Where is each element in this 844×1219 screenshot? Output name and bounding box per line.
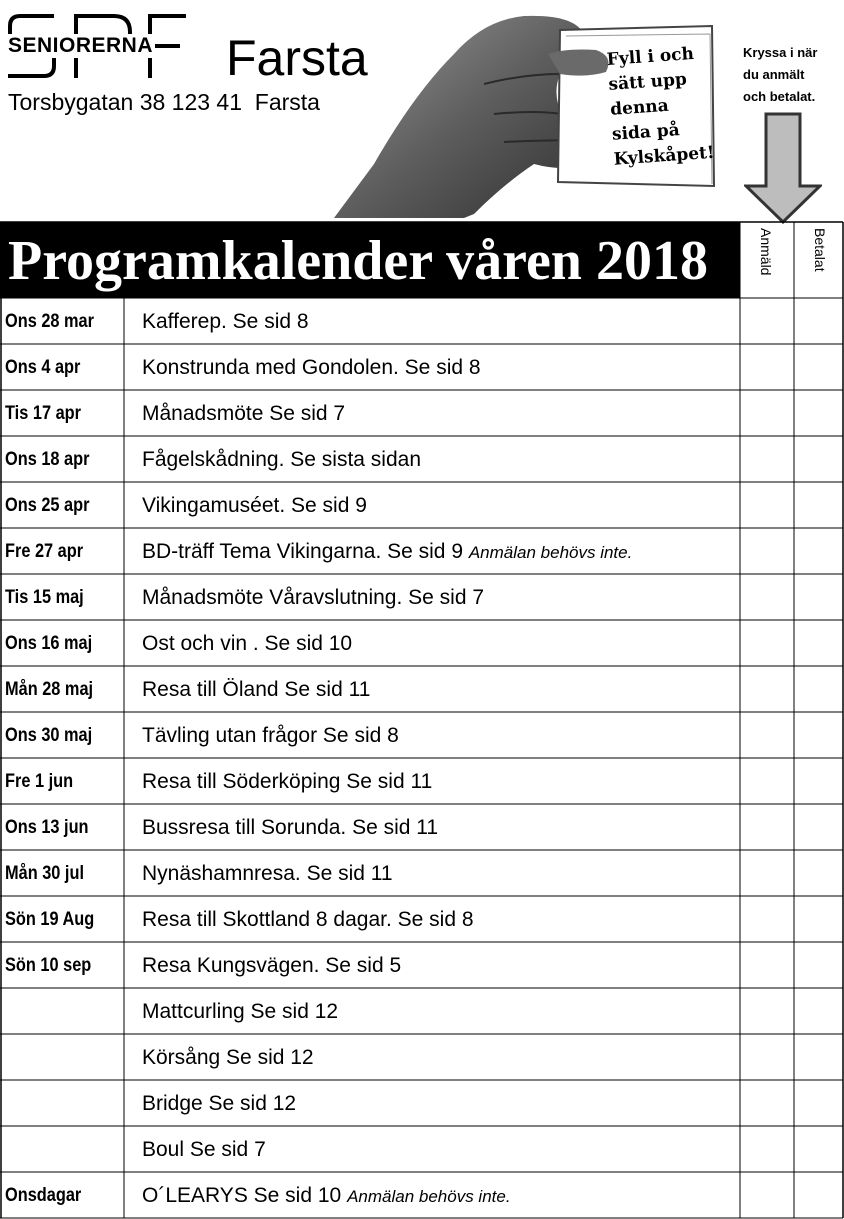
table-row — [0, 390, 844, 436]
event-text: Fågelskådning. Se sista sidan — [142, 448, 421, 471]
table-row — [0, 850, 844, 896]
paid-checkbox-cell[interactable] — [794, 712, 844, 758]
event-description — [142, 1137, 266, 1163]
paid-checkbox-cell[interactable] — [794, 758, 844, 804]
check-instruction — [743, 42, 843, 108]
registered-checkbox-cell[interactable] — [740, 528, 794, 574]
note-line: sätt upp — [607, 69, 688, 95]
registered-checkbox-cell[interactable] — [740, 344, 794, 390]
event-text: Körsång Se sid 12 — [142, 1046, 314, 1069]
registered-checkbox-cell[interactable] — [740, 390, 794, 436]
event-date: Sön 10 sep — [5, 955, 92, 976]
event-date: Fre 1 jun — [5, 771, 74, 792]
event-description — [142, 907, 474, 933]
paid-checkbox-cell[interactable] — [794, 942, 844, 988]
registered-checkbox-cell[interactable] — [740, 942, 794, 988]
paid-checkbox-cell[interactable] — [794, 804, 844, 850]
registered-checkbox-cell[interactable] — [740, 1034, 794, 1080]
paid-checkbox-cell[interactable] — [794, 390, 844, 436]
note-line: sida på — [611, 120, 681, 145]
note-line: Fyll i och — [606, 43, 695, 70]
event-text: Ost och vin . Se sid 10 — [142, 632, 353, 655]
event-description — [142, 769, 432, 795]
registered-checkbox-cell[interactable] — [740, 804, 794, 850]
table-row — [0, 1034, 844, 1080]
page-title: Programkalender våren 2018 — [8, 230, 708, 292]
event-text: Bussresa till Sorunda. Se sid 11 — [142, 816, 439, 839]
registered-checkbox-cell[interactable] — [740, 988, 794, 1034]
registered-checkbox-cell[interactable] — [740, 758, 794, 804]
note-line: Kylskåpet! — [613, 142, 715, 170]
paid-checkbox-cell[interactable] — [794, 482, 844, 528]
registered-checkbox-cell[interactable] — [740, 1126, 794, 1172]
event-date: Ons 28 mar — [5, 311, 95, 332]
paid-checkbox-cell[interactable] — [794, 850, 844, 896]
registered-checkbox-cell[interactable] — [740, 1080, 794, 1126]
event-note: Anmälan behövs inte. — [347, 1187, 511, 1206]
event-text: Månadsmöte Våravslutning. Se sid 7 — [142, 586, 485, 609]
event-description — [142, 1091, 296, 1117]
event-text: Resa till Söderköping Se sid 11 — [142, 770, 433, 793]
event-text: Resa till Skottland 8 dagar. Se sid 8 — [142, 908, 474, 931]
registered-checkbox-cell[interactable] — [740, 850, 794, 896]
paid-checkbox-cell[interactable] — [794, 988, 844, 1034]
paid-label: Betalat — [812, 228, 828, 272]
event-text: O´LEARYS Se sid 10 — [142, 1184, 342, 1207]
note-line: denna — [609, 95, 670, 120]
hint-line: Kryssa i när — [743, 45, 818, 60]
event-text: BD-träff Tema Vikingarna. Se sid 9 — [142, 540, 463, 563]
event-description — [142, 447, 421, 473]
registered-checkbox-cell[interactable] — [740, 896, 794, 942]
event-description — [142, 539, 632, 566]
registered-checkbox-cell[interactable] — [740, 482, 794, 528]
paid-checkbox-cell[interactable] — [794, 1034, 844, 1080]
registered-checkbox-cell[interactable] — [740, 712, 794, 758]
registered-checkbox-cell[interactable] — [740, 298, 794, 344]
logo-wordmark: SENIORERNA — [8, 34, 154, 57]
table-row — [0, 804, 844, 850]
table-row — [0, 988, 844, 1034]
event-description — [142, 1183, 511, 1210]
event-description — [142, 861, 393, 887]
event-text: Resa till Öland Se sid 11 — [142, 678, 371, 701]
paid-checkbox-cell[interactable] — [794, 344, 844, 390]
table-row — [0, 1172, 844, 1218]
table-row — [0, 1126, 844, 1172]
table-row — [0, 942, 844, 988]
event-date: Tis 17 apr — [5, 403, 82, 424]
event-date: Onsdagar — [5, 1185, 82, 1206]
event-description — [142, 309, 309, 335]
registered-label: Anmäld — [758, 228, 774, 276]
event-date: Tis 15 maj — [5, 587, 84, 608]
event-text: Bridge Se sid 12 — [142, 1092, 297, 1115]
table-row — [0, 298, 844, 344]
event-date: Ons 30 maj — [5, 725, 93, 746]
event-text: Mattcurling Se sid 12 — [142, 1000, 339, 1023]
paid-checkbox-cell[interactable] — [794, 620, 844, 666]
table-row — [0, 758, 844, 804]
table-row — [0, 528, 844, 574]
event-description — [142, 677, 370, 703]
event-description — [142, 815, 438, 841]
paid-checkbox-cell[interactable] — [794, 1172, 844, 1218]
event-date: Ons 18 apr — [5, 449, 90, 470]
paid-checkbox-cell[interactable] — [794, 1126, 844, 1172]
club-address: Torsbygatan 38 123 41 Farsta — [8, 89, 320, 115]
table-row — [0, 712, 844, 758]
event-description — [142, 723, 399, 749]
event-description — [142, 493, 367, 519]
registered-checkbox-cell[interactable] — [740, 436, 794, 482]
registered-checkbox-cell[interactable] — [740, 620, 794, 666]
event-date: Mån 28 maj — [5, 679, 94, 700]
paid-column-header — [796, 222, 844, 298]
event-text: Boul Se sid 7 — [142, 1138, 266, 1161]
table-row — [0, 574, 844, 620]
paid-checkbox-cell[interactable] — [794, 298, 844, 344]
event-description — [142, 585, 484, 611]
paid-checkbox-cell[interactable] — [794, 574, 844, 620]
event-text: Kafferep. Se sid 8 — [142, 310, 309, 333]
event-description — [142, 355, 481, 381]
event-text: Konstrunda med Gondolen. Se sid 8 — [142, 356, 481, 379]
paid-checkbox-cell[interactable] — [794, 1080, 844, 1126]
event-description — [142, 631, 352, 657]
registered-checkbox-cell[interactable] — [740, 574, 794, 620]
note-instruction — [606, 40, 724, 172]
event-date: Ons 25 apr — [5, 495, 90, 516]
paid-checkbox-cell[interactable] — [794, 896, 844, 942]
paid-checkbox-cell[interactable] — [794, 436, 844, 482]
table-row — [0, 666, 844, 712]
event-date: Mån 30 jul — [5, 863, 84, 884]
hint-line: och betalat. — [743, 89, 816, 104]
registered-column-header — [742, 222, 794, 298]
club-name: Farsta — [226, 30, 368, 86]
event-date: Ons 16 maj — [5, 633, 93, 654]
event-description — [142, 1045, 314, 1071]
event-text: Tävling utan frågor Se sid 8 — [142, 724, 399, 747]
table-row — [0, 482, 844, 528]
table-row — [0, 620, 844, 666]
event-note: Anmälan behövs inte. — [468, 543, 633, 562]
table-row — [0, 344, 844, 390]
table-row — [0, 1080, 844, 1126]
paid-checkbox-cell[interactable] — [794, 528, 844, 574]
table-row — [0, 436, 844, 482]
event-description — [142, 999, 338, 1025]
registered-checkbox-cell[interactable] — [740, 1172, 794, 1218]
event-description — [142, 401, 345, 427]
registered-checkbox-cell[interactable] — [740, 666, 794, 712]
event-date: Ons 13 jun — [5, 817, 89, 838]
event-text: Resa Kungsvägen. Se sid 5 — [142, 954, 402, 977]
event-date: Fre 27 apr — [5, 541, 84, 562]
down-arrow-icon — [744, 112, 822, 224]
event-text: Månadsmöte Se sid 7 — [142, 402, 346, 425]
event-date: Ons 4 apr — [5, 357, 81, 378]
paid-checkbox-cell[interactable] — [794, 666, 844, 712]
event-text: Nynäshamnresa. Se sid 11 — [142, 862, 393, 885]
event-text: Vikingamuséet. Se sid 9 — [142, 494, 367, 517]
hint-line: du anmält — [743, 67, 805, 82]
event-description — [142, 953, 401, 979]
table-row — [0, 896, 844, 942]
event-date: Sön 19 Aug — [5, 909, 95, 930]
